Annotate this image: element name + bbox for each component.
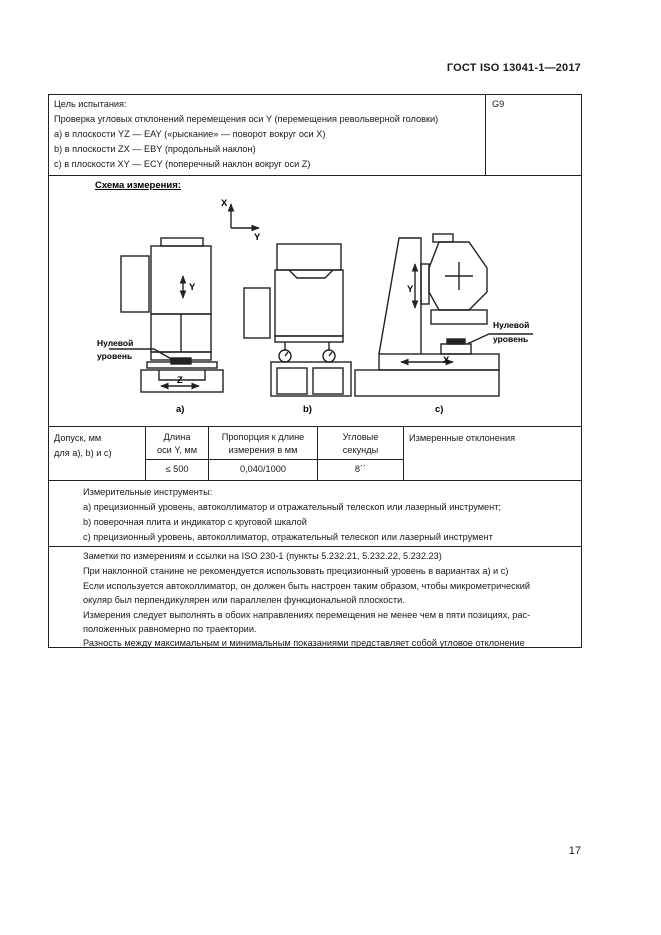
col2-value: 0,040/1000 xyxy=(240,464,286,474)
axis-x-label: X xyxy=(221,198,228,209)
notes-p3-line1: Измерения следует выполнять в обоих направлениях перемещения не менее чем в пяти позициях, рас- xyxy=(83,610,531,620)
instrument-a: а) прецизионный уровень, автоколлиматор и отражательный телескоп или лазерный инструмент; xyxy=(83,502,501,512)
notes-p2-line1: Если используется автоколлиматор, он должен быть настроен таким образом, чтобы микрометрический xyxy=(83,581,531,591)
diagram-title: Схема измерения: xyxy=(95,180,181,191)
section-divider xyxy=(49,480,581,481)
drawing-c-x-label: X xyxy=(443,355,450,366)
notes-p4: Разность между максимальным и минимальным показаниями представляет собой угловое отклонение xyxy=(83,638,525,648)
tolerance-col-divider xyxy=(403,426,404,480)
tolerance-label-1: Допуск, мм xyxy=(54,433,102,443)
col1-value: ≤ 500 xyxy=(165,464,189,474)
drawing-c-zero-level-1: Нулевой xyxy=(493,320,530,330)
instrument-b: b) поверочная плита и индикатор с круговой шкалой xyxy=(83,517,307,527)
section-divider xyxy=(49,546,581,547)
measurement-diagram xyxy=(49,176,581,426)
test-table xyxy=(48,94,582,648)
drawing-b-label: b) xyxy=(303,404,312,415)
code-divider xyxy=(485,95,486,175)
section-divider xyxy=(49,426,581,427)
col2-head-2: измерения в мм xyxy=(228,445,298,455)
notes-p2-line2: окуляр был перпендикулярен или параллелен функциональной плоскости. xyxy=(83,595,405,605)
axis-y-label: Y xyxy=(254,232,261,243)
measured-deviations: Измеренные отклонения xyxy=(409,433,516,443)
drawing-c-label: с) xyxy=(435,404,444,415)
col3-value: 8´´ xyxy=(354,464,367,474)
test-code: G9 xyxy=(492,99,505,109)
objective-line1: Проверка угловых отклонений перемещения оси Y (перемещения револьверной головки) xyxy=(54,114,439,124)
drawing-a-label: а) xyxy=(176,404,185,415)
col2-head-1: Пропорция к длине xyxy=(221,432,305,442)
col1-head-1: Длина xyxy=(163,432,191,442)
drawing-a-y-label: Y xyxy=(189,282,196,293)
col3-head-2: секунды xyxy=(342,445,379,455)
drawing-a-zero-level-1: Нулевой xyxy=(97,338,134,348)
instruments-title: Измерительные инструменты: xyxy=(83,487,213,497)
notes-p3-line2: положенных равномерно по траектории. xyxy=(83,624,257,634)
objective-line3: b) в плоскости ZX — EBY (продольный наклон) xyxy=(54,144,256,154)
objective-title: Цель испытания: xyxy=(54,99,127,109)
col1-head-2: оси Y, мм xyxy=(156,445,198,455)
instrument-c: с) прецизионный уровень, автоколлиматор, отражательный телескоп или лазерный инструмент xyxy=(83,532,493,542)
drawing-a-zero-level-2: уровень xyxy=(97,351,133,361)
notes-title: Заметки по измерениям и ссылки на ISO 230-1 (пункты 5.232.21, 5.232.22, 5.232.23) xyxy=(83,551,442,561)
drawing-a-z-label: Z xyxy=(177,375,183,386)
page-number: 17 xyxy=(568,845,581,857)
tolerance-label-2: для а), b) и с) xyxy=(54,448,112,458)
notes-p1: При наклонной станине не рекомендуется использовать прецизионный уровень в вариантах а) и с) xyxy=(83,566,509,576)
col3-head-1: Угловые xyxy=(342,432,379,442)
drawing-c-zero-level-2: уровень xyxy=(493,334,529,344)
objective-line2: а) в плоскости YZ — EAY («рыскание» — поворот вокруг оси X) xyxy=(54,129,326,139)
tolerance-row-divider xyxy=(145,459,403,460)
objective-line4: с) в плоскости XY — ECY (поперечный наклон вокруг оси Z) xyxy=(54,159,311,169)
drawing-c-y-label: Y xyxy=(407,284,414,295)
document-header: ГОСТ ISO 13041-1—2017 xyxy=(446,62,581,74)
